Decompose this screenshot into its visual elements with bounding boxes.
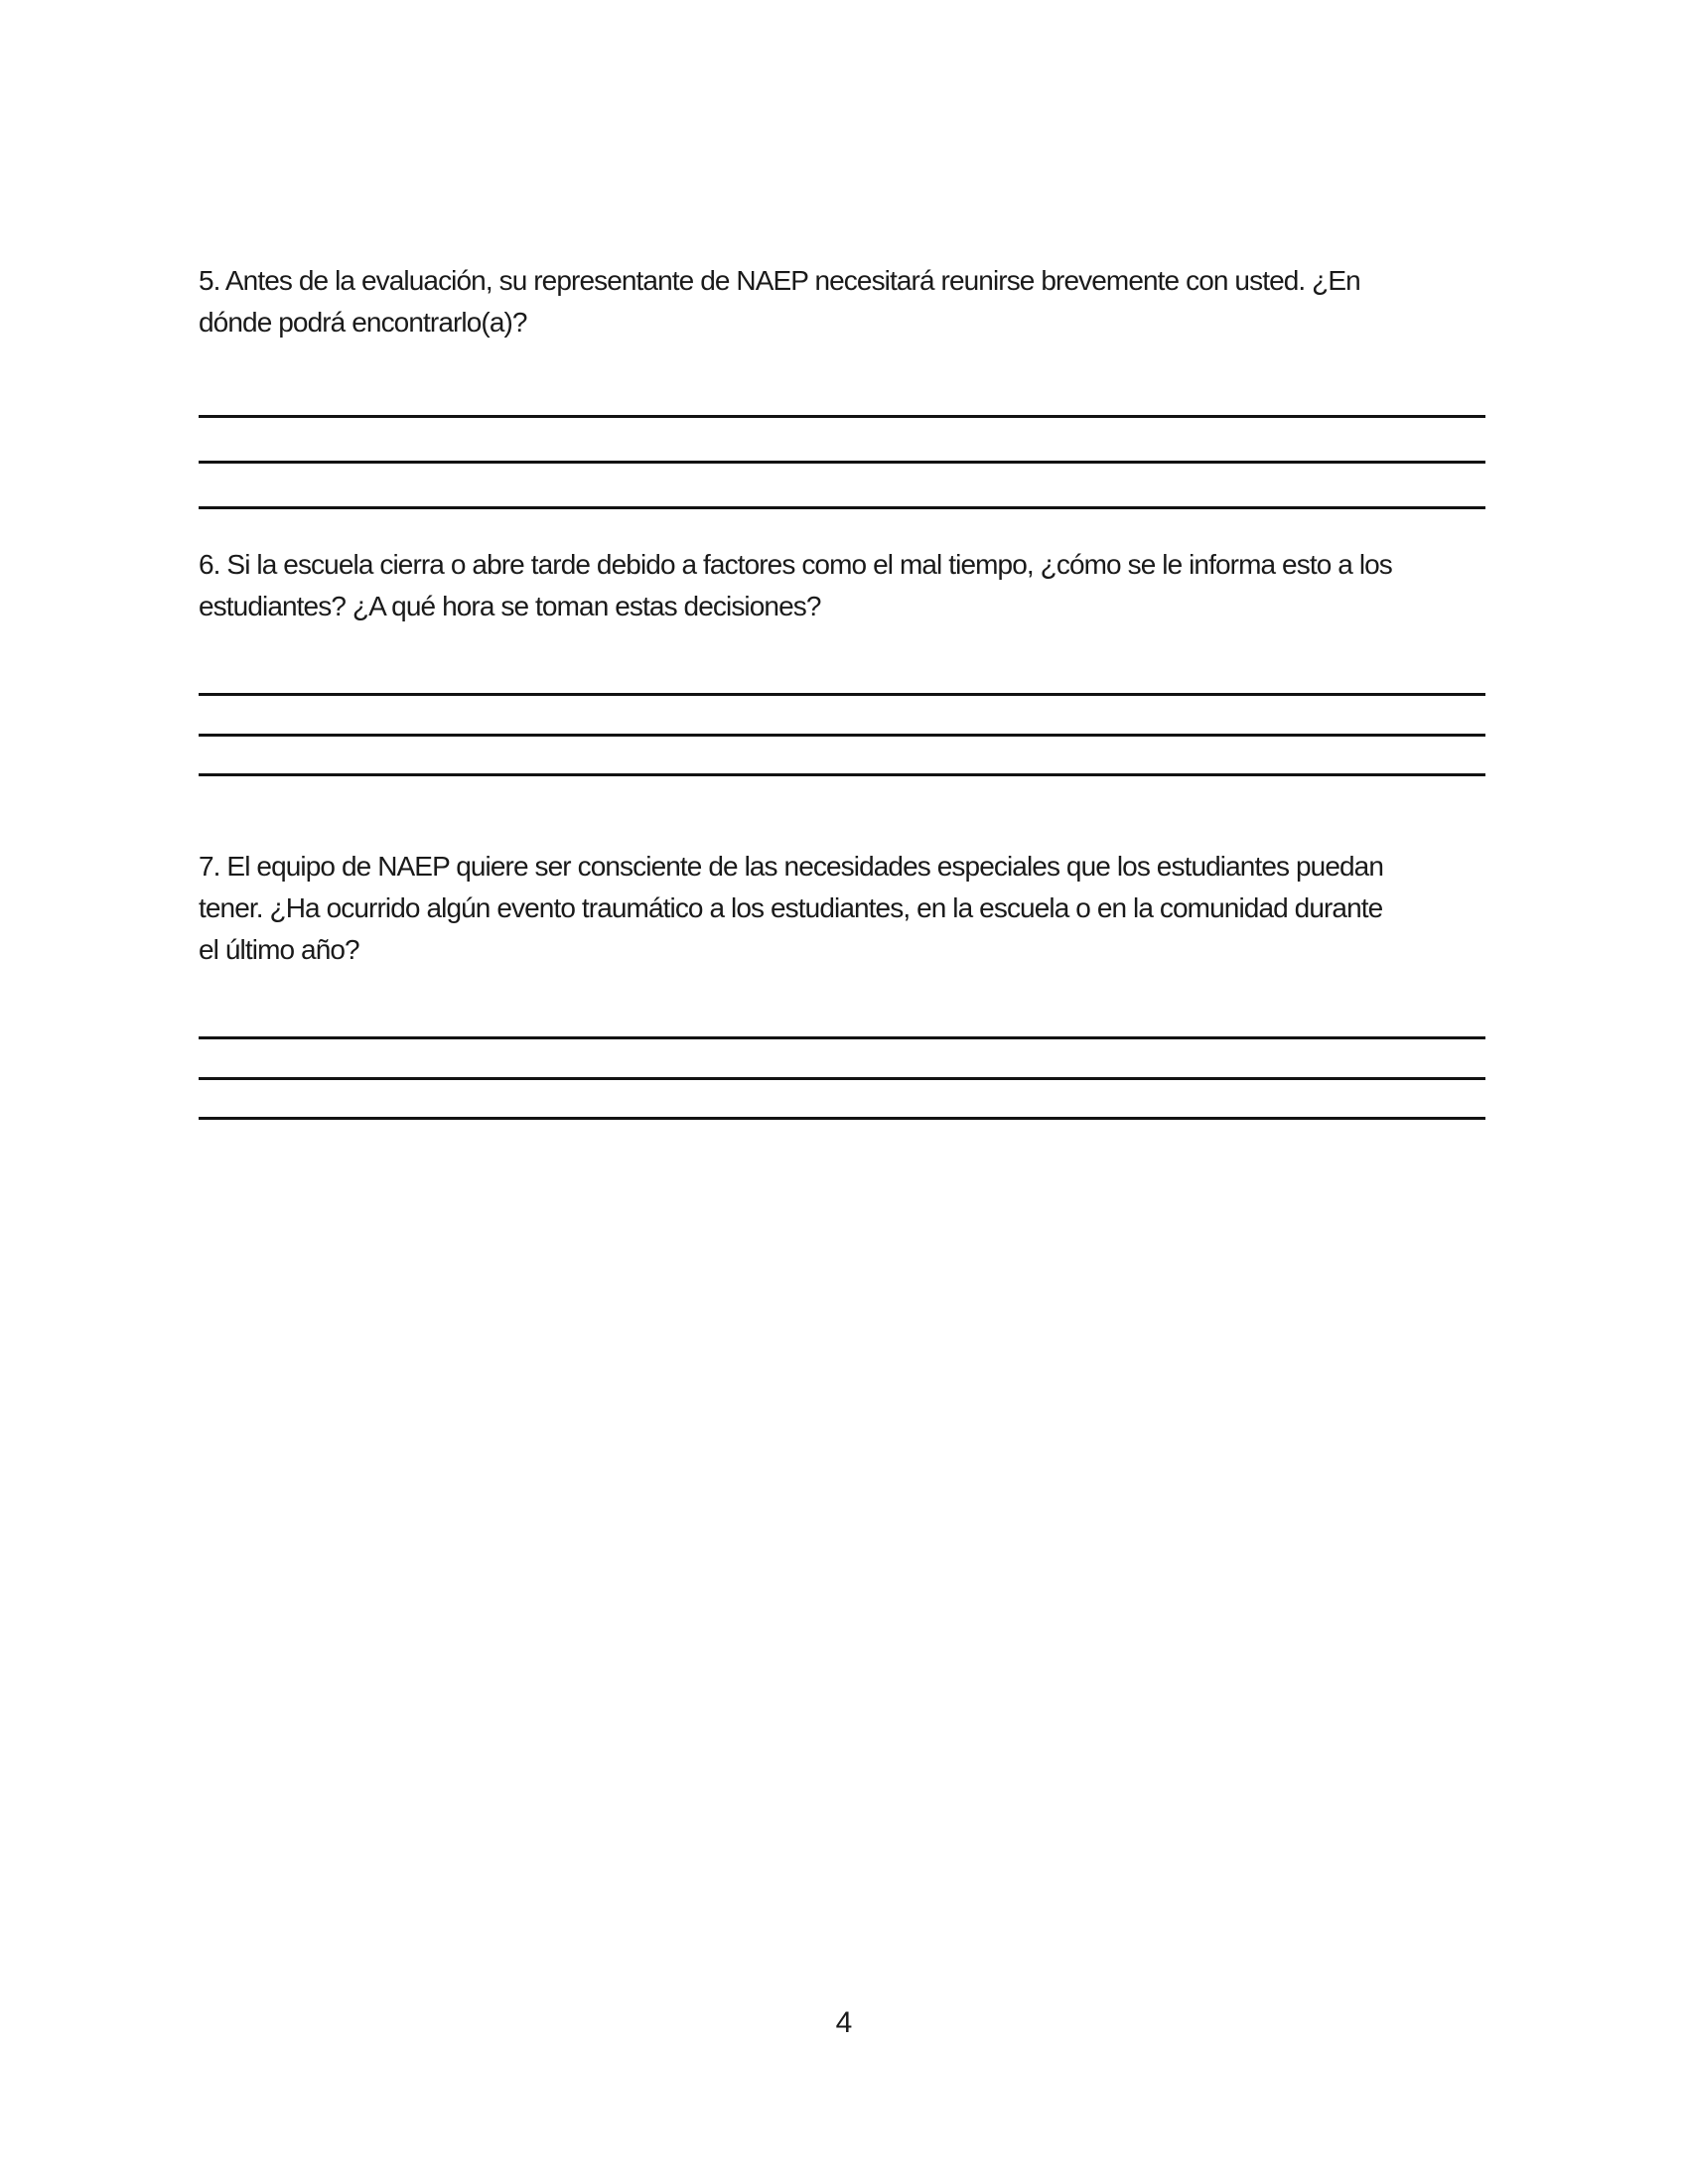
question-6-line-1: 6. Si la escuela cierra o abre tarde debido a factores como el mal tiempo, ¿cómo se le informa esto a los [199, 549, 1392, 580]
question-5-text [199, 260, 1549, 343]
question-5-line-2: dónde podrá encontrarlo(a)? [199, 307, 527, 338]
question-7-line-3: el último año? [199, 934, 359, 965]
question-6-answer-blank-line [199, 693, 1485, 696]
question-7-line-1: 7. El equipo de NAEP quiere ser consciente de las necesidades especiales que los estudiantes puedan [199, 851, 1384, 882]
question-7-answer-blank-line [199, 1117, 1485, 1120]
question-5-line-1: 5. Antes de la evaluación, su representante de NAEP necesitará reunirse brevemente con usted. ¿En [199, 265, 1360, 296]
question-7-answer-blank-line [199, 1077, 1485, 1080]
question-6-answer-blank-line [199, 734, 1485, 737]
question-6-line-2: estudiantes? ¿A qué hora se toman estas decisiones? [199, 591, 821, 621]
question-7-line-2: tener. ¿Ha ocurrido algún evento traumático a los estudiantes, en la escuela o en la comunidad durante [199, 892, 1383, 923]
question-5-answer-blank-line [199, 461, 1485, 464]
question-5-answer-blank-line [199, 506, 1485, 509]
question-6-text [199, 544, 1549, 627]
question-7-answer-blank-line [199, 1036, 1485, 1039]
page-number: 4 [835, 2006, 853, 2039]
question-5-answer-blank-line [199, 415, 1485, 418]
question-7-text [199, 846, 1549, 971]
question-6-answer-blank-line [199, 773, 1485, 776]
